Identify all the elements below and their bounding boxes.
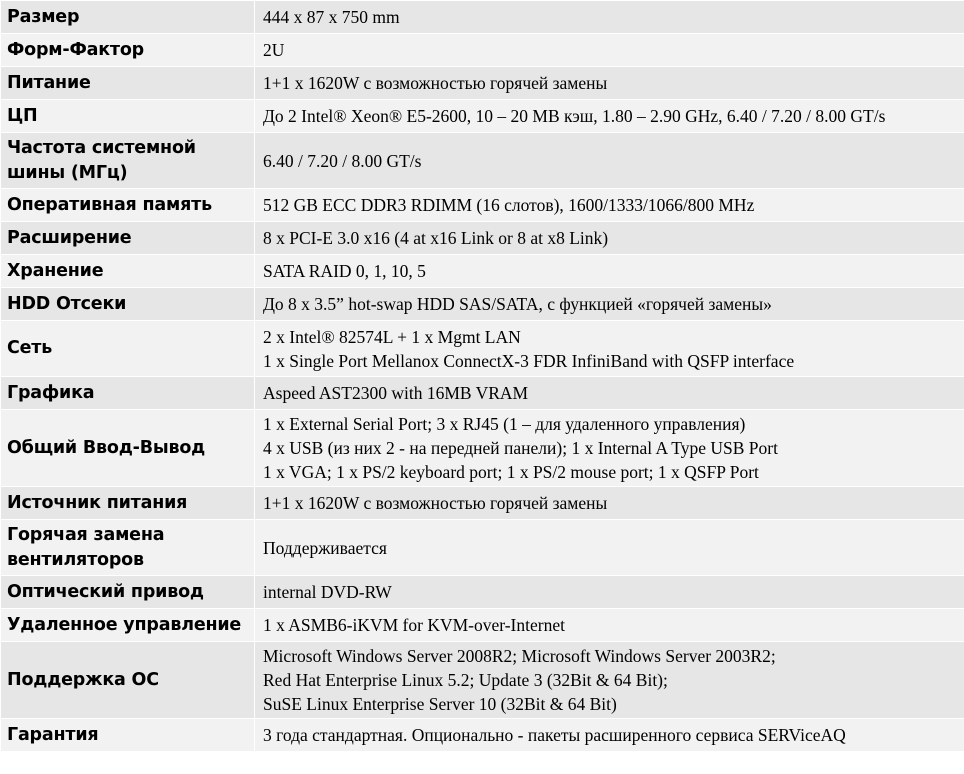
- spec-label: Гарантия: [1, 719, 255, 752]
- spec-label: Размер: [1, 1, 255, 34]
- spec-label: ЦП: [1, 100, 255, 133]
- spec-value: [255, 321, 964, 377]
- spec-value-line: 1 x Single Port Mellanox ConnectX-3 FDR InfiniBand with QSFP interface: [263, 350, 795, 371]
- spec-row-size: [1, 1, 964, 34]
- spec-value: [255, 189, 964, 222]
- spec-row-remote-management: [1, 609, 964, 642]
- spec-value-line: SATA RAID 0, 1, 10, 5: [263, 261, 426, 281]
- spec-label: Расширение: [1, 222, 255, 255]
- spec-value: [255, 410, 964, 487]
- spec-value: [255, 255, 964, 288]
- spec-row-form-factor: [1, 34, 964, 67]
- spec-label: Форм-Фактор: [1, 34, 255, 67]
- spec-value: [255, 34, 964, 67]
- spec-value-line: 1 x ASMB6-iKVM for KVM-over-Internet: [263, 615, 565, 635]
- spec-label: Общий Ввод-Вывод: [1, 410, 255, 487]
- spec-label: Удаленное управление: [1, 609, 255, 642]
- spec-value-line: 1 x VGA; 1 x PS/2 keyboard port; 1 x PS/2 mouse port; 1 x QSFP Port: [263, 462, 759, 482]
- spec-value-line: 2 x Intel® 82574L + 1 x Mgmt LAN: [263, 326, 521, 347]
- spec-value-line: 2U: [263, 40, 285, 60]
- spec-label: Частота системной шины (МГц): [1, 133, 255, 189]
- spec-label: Сеть: [1, 321, 255, 377]
- spec-value-line: Red Hat Enterprise Linux 5.2; Update 3 (32Bit & 64 Bit);: [263, 670, 668, 690]
- spec-label: Питание: [1, 67, 255, 100]
- spec-value-line: 8 x PCI-E 3.0 x16 (4 at x16 Link or 8 at x8 Link): [263, 228, 609, 248]
- spec-value: [255, 609, 964, 642]
- spec-row-warranty: [1, 719, 964, 752]
- spec-row-graphics: [1, 377, 964, 410]
- spec-value-line: Microsoft Windows Server 2008R2; Microsoft Windows Server 2003R2;: [263, 646, 776, 666]
- spec-value: [255, 67, 964, 100]
- spec-row-bus-frequency: [1, 133, 964, 189]
- spec-value-line: Поддерживается: [263, 537, 387, 558]
- spec-value-line: 1+1 x 1620W с возможностью горячей замены: [263, 493, 608, 513]
- spec-row-expansion: [1, 222, 964, 255]
- spec-value-line: SuSE Linux Enterprise Server 10 (32Bit & 64 Bit): [263, 694, 617, 714]
- spec-label: HDD Отсеки: [1, 288, 255, 321]
- spec-value-line: Aspeed AST2300 with 16MB VRAM: [263, 383, 529, 403]
- spec-value-line: До 2 Intel® Xeon® E5-2600, 10 – 20 MB кэш, 1.80 – 2.90 GHz, 6.40 / 7.20 / 8.00 GT/s: [263, 106, 886, 126]
- spec-row-power: [1, 67, 964, 100]
- specs-table-body: [1, 1, 964, 752]
- spec-value-line: 1 x External Serial Port; 3 x RJ45 (1 – для удаленного управления): [263, 414, 746, 434]
- spec-value: [255, 576, 964, 609]
- spec-value: [255, 222, 964, 255]
- spec-row-storage: [1, 255, 964, 288]
- spec-label: Источник питания: [1, 487, 255, 520]
- spec-row-power-supply: [1, 487, 964, 520]
- spec-row-hot-swap-fans: [1, 520, 964, 576]
- spec-value-line: 3 года стандартная. Опционально - пакеты расширенного сервиса SERViceAQ: [263, 725, 846, 745]
- spec-label: Оперативная память: [1, 189, 255, 222]
- spec-value: [255, 1, 964, 34]
- spec-row-os-support: [1, 642, 964, 719]
- spec-row-network: [1, 321, 964, 377]
- spec-row-optical-drive: [1, 576, 964, 609]
- spec-label: Поддержка ОС: [1, 642, 255, 719]
- spec-label: Графика: [1, 377, 255, 410]
- spec-value: [255, 100, 964, 133]
- spec-value: [255, 288, 964, 321]
- spec-label: Хранение: [1, 255, 255, 288]
- spec-value-line: internal DVD-RW: [263, 582, 392, 602]
- spec-value-line: 1+1 x 1620W с возможностью горячей замены: [263, 73, 608, 93]
- spec-value: [255, 377, 964, 410]
- spec-row-io: [1, 410, 964, 487]
- spec-row-memory: [1, 189, 964, 222]
- spec-value-line: 6.40 / 7.20 / 8.00 GT/s: [263, 150, 422, 171]
- spec-row-hdd-bays: [1, 288, 964, 321]
- spec-value: [255, 487, 964, 520]
- spec-value: [255, 642, 964, 719]
- spec-row-cpu: [1, 100, 964, 133]
- spec-value: [255, 719, 964, 752]
- spec-value: [255, 133, 964, 189]
- spec-label: Горячая замена вентиляторов: [1, 520, 255, 576]
- spec-value: [255, 520, 964, 576]
- spec-value-line: 4 x USB (из них 2 - на передней панели); 1 x Internal A Type USB Port: [263, 438, 778, 458]
- spec-value-line: 444 x 87 x 750 mm: [263, 7, 400, 27]
- spec-label: Оптический привод: [1, 576, 255, 609]
- spec-value-line: До 8 x 3.5” hot-swap HDD SAS/SATA, с функцией «горячей замены»: [263, 294, 772, 314]
- spec-value-line: 512 GB ECC DDR3 RDIMM (16 слотов), 1600/1333/1066/800 MHz: [263, 195, 755, 215]
